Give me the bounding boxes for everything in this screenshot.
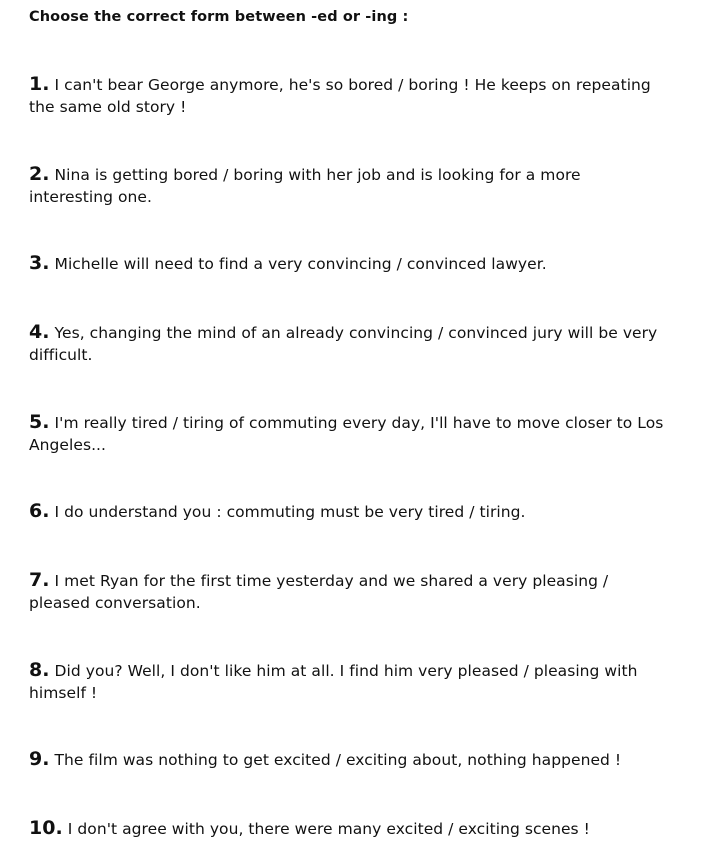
question-8 xyxy=(29,659,669,704)
question-text: I met Ryan for the first time yesterday and we shared a very pleasing / pleased conversation. xyxy=(29,572,609,612)
question-text: Michelle will need to find a very convincing / convinced lawyer. xyxy=(54,255,547,273)
question-6 xyxy=(29,500,669,523)
instructions-heading: Choose the correct form between -ed or -ing : xyxy=(29,9,409,25)
question-4 xyxy=(29,321,669,366)
question-number: 4. xyxy=(29,321,50,343)
question-text: Did you? Well, I don't like him at all. I find him very pleased / pleasing with himself ! xyxy=(29,662,638,702)
question-number: 8. xyxy=(29,659,50,681)
question-text: The film was nothing to get excited / exciting about, nothing happened ! xyxy=(54,751,622,769)
question-number: 2. xyxy=(29,163,50,185)
question-number: 1. xyxy=(29,73,50,95)
question-3 xyxy=(29,252,669,275)
question-number: 7. xyxy=(29,569,50,591)
question-number: 3. xyxy=(29,252,50,274)
question-2 xyxy=(29,163,669,208)
question-9 xyxy=(29,748,669,771)
question-1 xyxy=(29,73,669,118)
question-number: 9. xyxy=(29,748,50,770)
question-10 xyxy=(29,817,669,840)
question-text: I can't bear George anymore, he's so bored / boring ! He keeps on repeating the same old story ! xyxy=(29,76,651,116)
question-text: I'm really tired / tiring of commuting every day, I'll have to move closer to Los Angeles... xyxy=(29,414,664,454)
question-text: Yes, changing the mind of an already convincing / convinced jury will be very difficult. xyxy=(29,324,658,364)
question-text: Nina is getting bored / boring with her job and is looking for a more interesting one. xyxy=(29,166,581,206)
question-text: I do understand you : commuting must be very tired / tiring. xyxy=(54,503,526,521)
question-5 xyxy=(29,411,669,456)
question-text: I don't agree with you, there were many excited / exciting scenes ! xyxy=(67,820,590,838)
question-number: 5. xyxy=(29,411,50,433)
question-number: 6. xyxy=(29,500,50,522)
question-number: 10. xyxy=(29,817,63,839)
question-7 xyxy=(29,569,669,614)
